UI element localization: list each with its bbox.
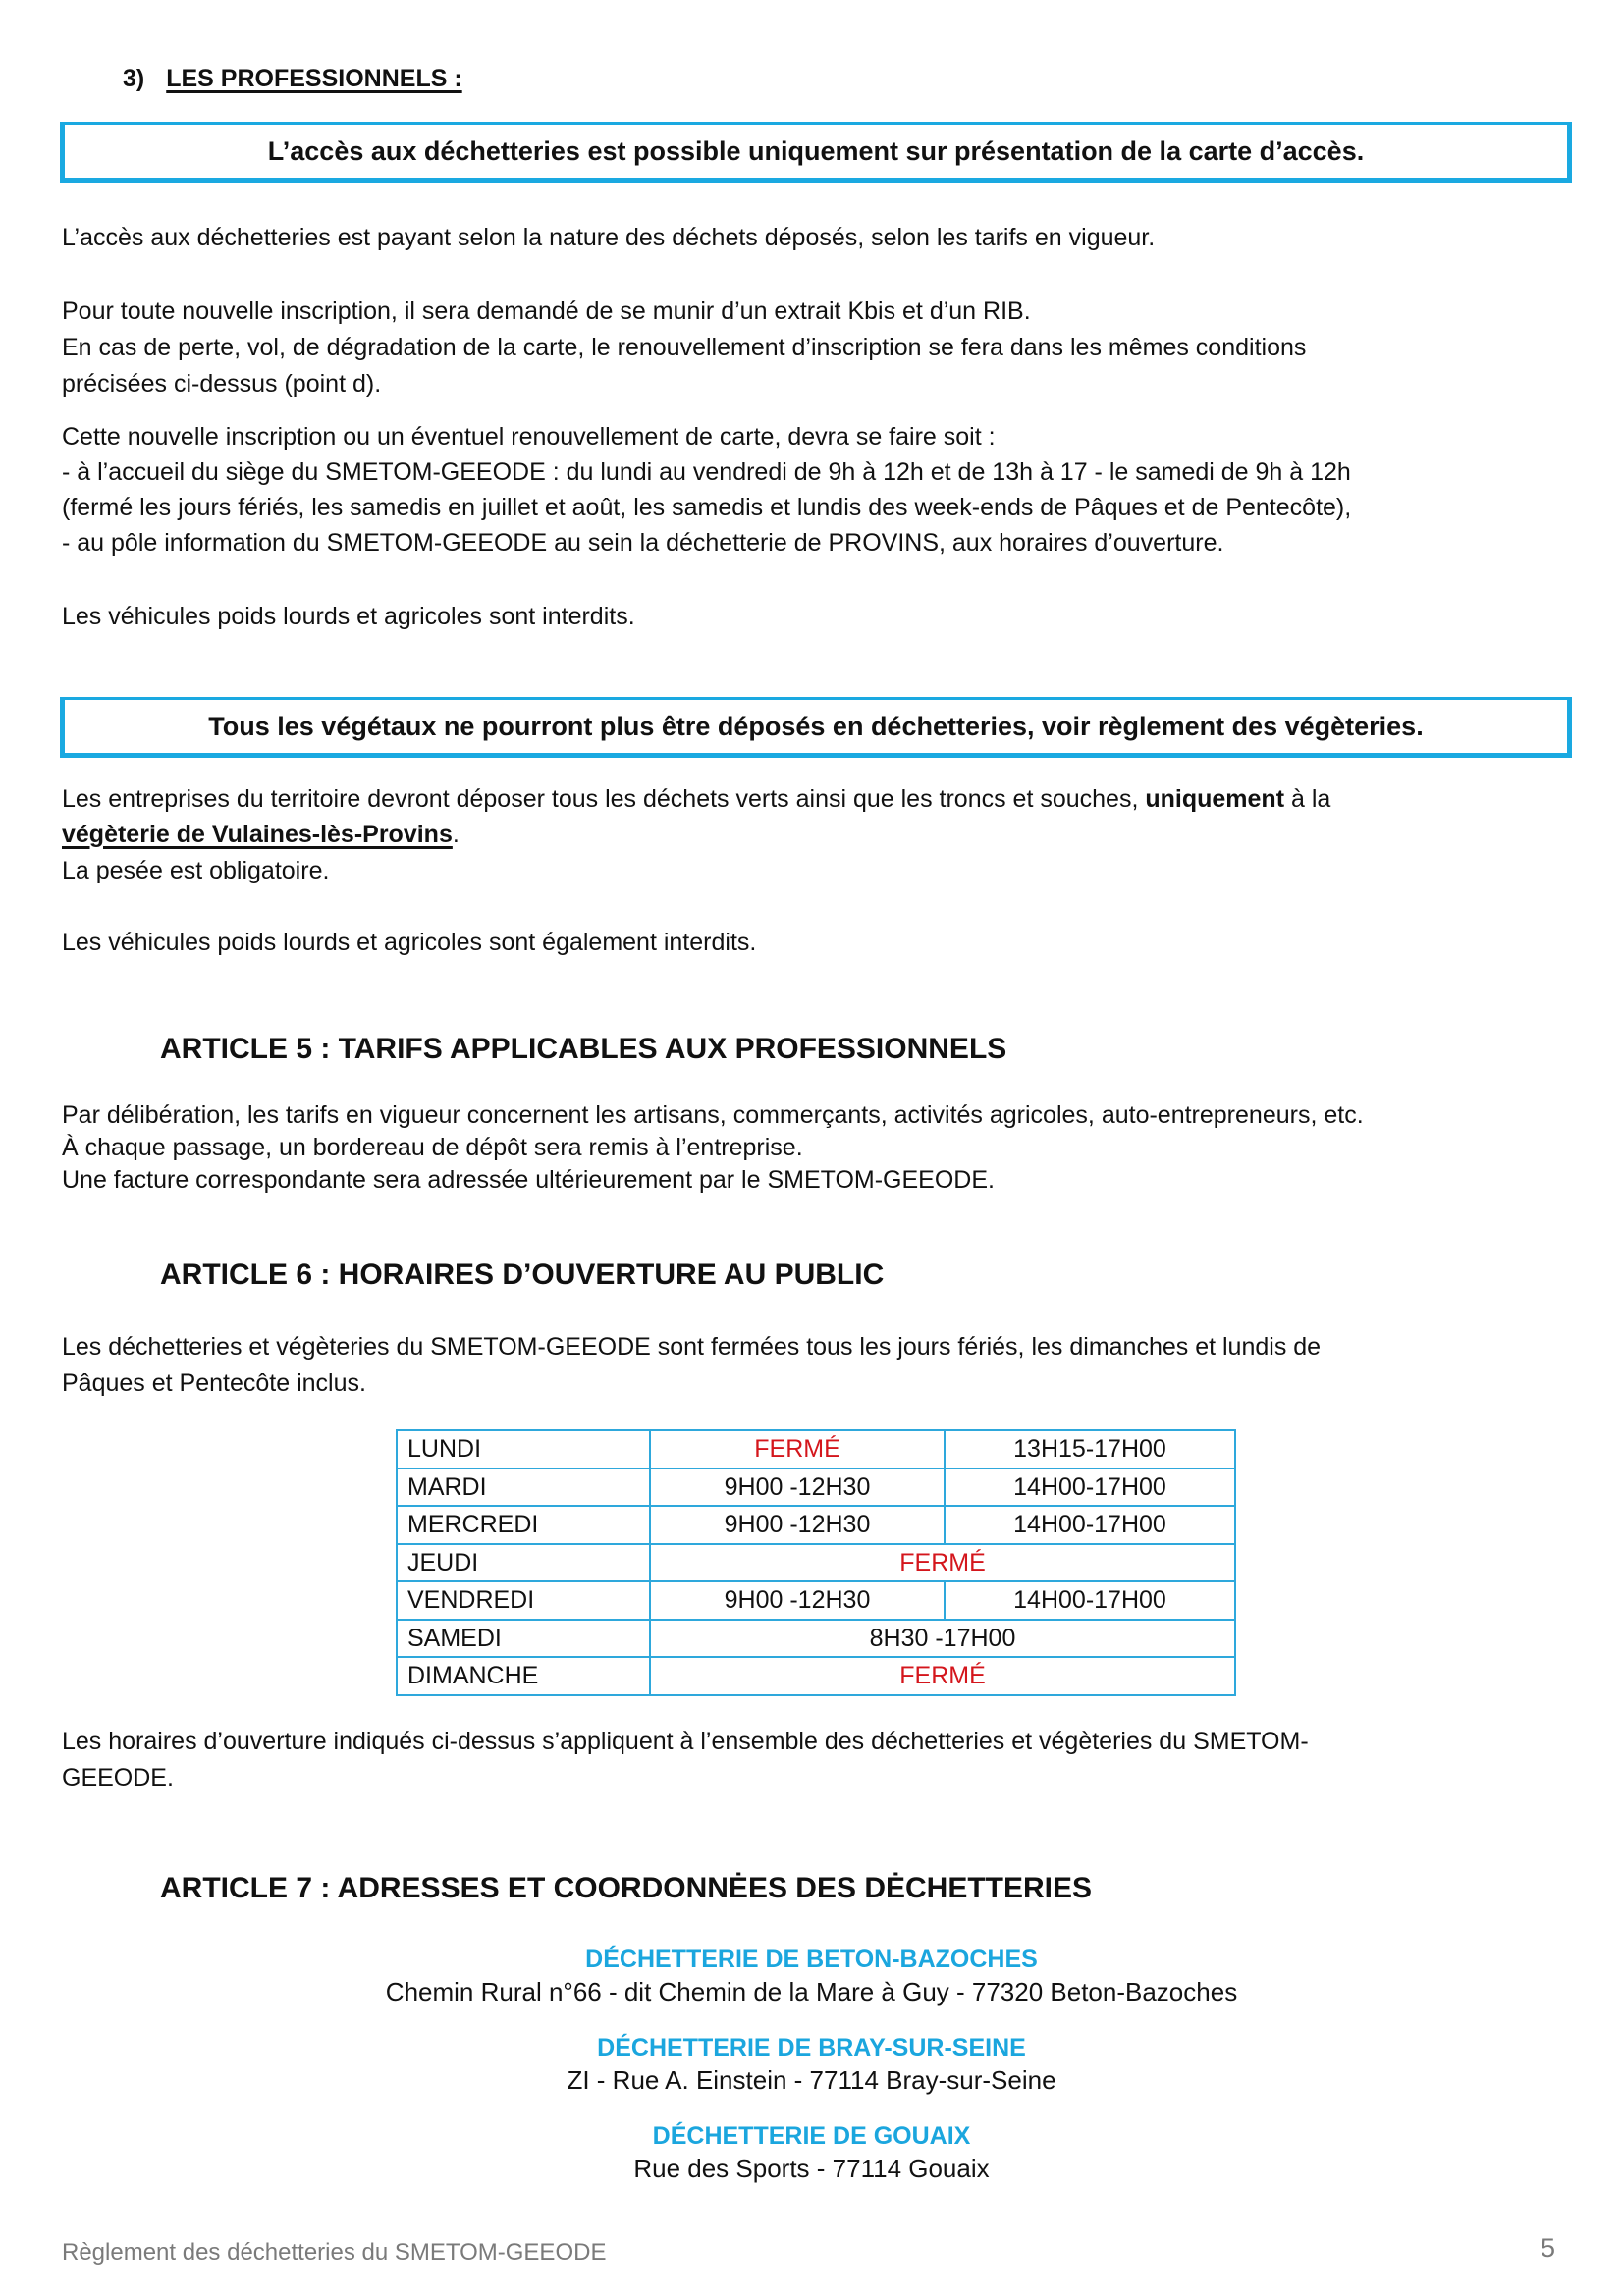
heavy-vehicles-also-forbidden: Les véhicules poids lourds et agricoles sont également interdits. [62, 929, 757, 956]
vegetation-line-1-text: Les entreprises du territoire devront déposer tous les déchets verts ainsi que les troncs et souches, [62, 785, 1146, 813]
new-registration-paragraph: Pour toute nouvelle inscription, il sera demandé de se munir d’un extrait Kbis et d’un RIB. [62, 297, 1031, 325]
site-address-bray-sur-seine: ZI - Rue A. Einstein - 77114 Bray-sur-Seine [567, 2065, 1056, 2095]
access-card-notice-box [60, 122, 1572, 183]
card-loss-line-2: précisées ci-dessus (point d). [62, 370, 382, 398]
vegetation-line-2 [62, 817, 460, 853]
article-6-intro-line-1: Les déchetteries et végèteries du SMETOM-GEEODE sont fermées tous les jours fériés, les dimanches et lundis de [62, 1333, 1322, 1361]
access-card-notice-text: L’accès aux déchetteries est possible uniquement sur présentation de la carte d’accès. [267, 135, 1365, 166]
site-name-beton-bazoches: DÉCHETTERIE DE BETON-BAZOCHES [585, 1946, 1038, 1973]
section-number: 3) [123, 65, 145, 92]
article-5-line-3: Une facture correspondante sera adressée ultérieurement par le SMETOM-GEEODE. [62, 1166, 995, 1194]
site-name-bray-sur-seine: DÉCHETTERIE DE BRAY-SUR-SEINE [597, 2034, 1026, 2061]
article-6-intro-line-2: Pâques et Pentecôte inclus. [62, 1369, 366, 1397]
vegetation-line-1-end: à la [1284, 785, 1331, 813]
day-cell: MARDI [397, 1468, 650, 1507]
afternoon-hours-cell: 14H00-17H00 [945, 1506, 1235, 1544]
table-row [397, 1430, 1235, 1468]
table-row [397, 1581, 1235, 1620]
table-row [397, 1468, 1235, 1507]
table-row [397, 1506, 1235, 1544]
vulaines-vegeterie-reference: végèterie de Vulaines-lès-Provins [62, 821, 453, 848]
opening-hours-table [396, 1429, 1236, 1696]
morning-hours-cell: 9H00 -12H30 [650, 1581, 945, 1620]
table-row [397, 1544, 1235, 1582]
table-row [397, 1620, 1235, 1658]
article-5-line-1: Par délibération, les tarifs en vigueur concernent les artisans, commerçants, activités agricoles, auto-entrepreneurs, etc. [62, 1101, 1364, 1129]
article-7-title: ARTICLE 7 : ADRESSES ET COORDONNĖES DES DĖCHETTERIES [160, 1872, 1093, 1904]
afternoon-hours-cell: 14H00-17H00 [945, 1468, 1235, 1507]
section-heading [123, 61, 462, 97]
vegetation-notice-text: Tous les végétaux ne pourront plus être déposés en déchetteries, voir règlement des végèteries. [208, 711, 1424, 741]
footer-document-title: Règlement des déchetteries du SMETOM-GEEODE [62, 2239, 607, 2266]
article-6-note-line-1: Les horaires d’ouverture indiqués ci-dessus s’appliquent à l’ensemble des déchetteries et végèteries du SMETOM- [62, 1728, 1309, 1755]
afternoon-hours-cell: 13H15-17H00 [945, 1430, 1235, 1468]
day-cell: MERCREDI [397, 1506, 650, 1544]
site-name-gouaix: DÉCHETTERIE DE GOUAIX [652, 2122, 971, 2150]
site-address-beton-bazoches: Chemin Rural n°66 - dit Chemin de la Mare à Guy - 77320 Beton-Bazoches [385, 1977, 1238, 2006]
all-day-hours-cell: FERMÉ [650, 1657, 1235, 1695]
morning-hours-cell: FERMÉ [650, 1430, 945, 1468]
day-cell: JEUDI [397, 1544, 650, 1582]
morning-hours-cell: 9H00 -12H30 [650, 1468, 945, 1507]
page-number: 5 [1541, 2233, 1556, 2263]
all-day-hours-cell: 8H30 -17H00 [650, 1620, 1235, 1658]
day-cell: DIMANCHE [397, 1657, 650, 1695]
registration-where-hq: - à l’accueil du siège du SMETOM-GEEODE : du lundi au vendredi de 9h à 12h et de 13h à 17 - le samedi de 9h à 12h [62, 458, 1351, 486]
article-6-title: ARTICLE 6 : HORAIRES D’OUVERTURE AU PUBLIC [160, 1258, 885, 1291]
paying-paragraph: L’accès aux déchetteries est payant selon la nature des déchets déposés, selon les tarifs en vigueur. [62, 224, 1156, 251]
morning-hours-cell: 9H00 -12H30 [650, 1506, 945, 1544]
site-address-gouaix: Rue des Sports - 77114 Gouaix [633, 2154, 990, 2183]
afternoon-hours-cell: 14H00-17H00 [945, 1581, 1235, 1620]
day-cell: LUNDI [397, 1430, 650, 1468]
day-cell: SAMEDI [397, 1620, 650, 1658]
uniquement-bold: uniquement [1145, 785, 1285, 813]
registration-where-intro: Cette nouvelle inscription ou un éventuel renouvellement de carte, devra se faire soit : [62, 423, 996, 451]
table-row [397, 1657, 1235, 1695]
card-loss-line-1: En cas de perte, vol, de dégradation de la carte, le renouvellement d’inscription se fera dans les mêmes conditions [62, 334, 1307, 361]
registration-where-provins: - au pôle information du SMETOM-GEEODE au sein la déchetterie de PROVINS, aux horaires d’ouverture. [62, 529, 1224, 557]
all-day-hours-cell: FERMÉ [650, 1544, 1235, 1582]
registration-where-hq-closures: (fermé les jours fériés, les samedis en juillet et août, les samedis et lundis des week-ends de Pâques et de Pentecôte), [62, 494, 1352, 521]
article-5-line-2: À chaque passage, un bordereau de dépôt sera remis à l’entreprise. [62, 1134, 803, 1161]
heavy-vehicles-forbidden: Les véhicules poids lourds et agricoles sont interdits. [62, 603, 635, 630]
weighing-mandatory: La pesée est obligatoire. [62, 857, 330, 884]
vegetation-notice-box [60, 697, 1572, 758]
day-cell: VENDREDI [397, 1581, 650, 1620]
section-title: LES PROFESSIONNELS : [166, 65, 462, 92]
vegetation-line-2-end: . [452, 821, 460, 848]
article-5-title: ARTICLE 5 : TARIFS APPLICABLES AUX PROFESSIONNELS [160, 1033, 1007, 1065]
vegetation-line-1 [62, 781, 1330, 818]
article-6-note-line-2: GEEODE. [62, 1764, 174, 1791]
